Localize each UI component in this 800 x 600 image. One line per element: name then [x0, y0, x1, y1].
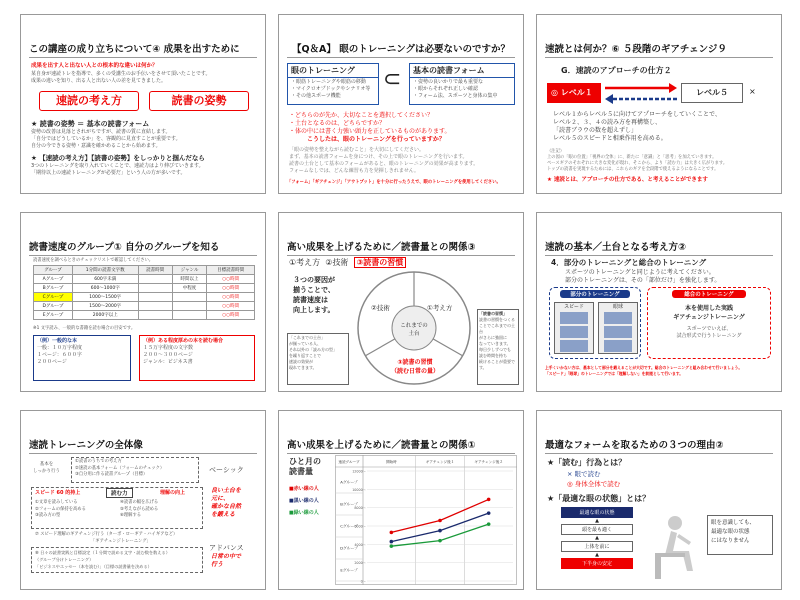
- core-training-box: [31, 487, 203, 529]
- advance-note: 日常の中で: [211, 553, 242, 560]
- note-line: 「これまでの土台」: [289, 335, 325, 340]
- slide-3-subtitle: G．速読のアプローチの仕方２: [561, 66, 672, 75]
- partial-title: 部分のトレーニング: [560, 290, 630, 298]
- question-3: ・体の中には書く力強い頭力を正しているものがあります。: [289, 128, 451, 135]
- data-point: [438, 519, 442, 523]
- cell: Bグループ: [34, 284, 73, 293]
- point1-line: 姿勢の改善は見落とされがちですが、読書の質に直結します。: [31, 129, 171, 135]
- cell: ○○時間: [207, 275, 255, 284]
- group-label: Eグループ: [340, 567, 358, 573]
- cell: [138, 275, 172, 284]
- note-line: ことでこれまでの土台: [479, 323, 515, 334]
- seg-skill: ②技術: [371, 304, 390, 312]
- up-arrow-icon: ▲: [595, 518, 599, 524]
- form-item: ・フォーム法、スポーツと身体の集中: [413, 93, 498, 99]
- understand-label: 理解の向上: [160, 490, 186, 496]
- posture-box: [149, 91, 249, 111]
- point1-line: 「自分ではどうしているか」を、客観的に見直すことが重要です。: [31, 136, 181, 142]
- point2-line: 3つのトレーニングを取り入れていくことで、速読力はより伸びていきます。: [31, 163, 204, 169]
- cell: ○○時間: [207, 284, 255, 293]
- core-item: ⑥理解する: [120, 513, 142, 518]
- note-line: トップの読書を実現するためには、これらのギアを全段階で使えるようになることです。: [547, 167, 719, 172]
- answer-eye: × 眼で読む: [567, 470, 601, 478]
- example-line: 一般：１０万字程度: [37, 345, 83, 351]
- example-line: ２００〜３００ページ: [143, 352, 193, 358]
- y-tick-label: 6000〜: [354, 524, 366, 529]
- cell-highlight: Cグループ: [34, 293, 73, 302]
- slide-9[interactable]: [536, 410, 782, 590]
- slide-8[interactable]: [278, 410, 524, 590]
- form-item: ・眼からそれぞれ正しい確認: [413, 86, 479, 92]
- slide-6[interactable]: [536, 212, 782, 392]
- cell: 中程度: [172, 284, 206, 293]
- note-line: がさらに強固に: [479, 335, 507, 340]
- slide-7-title: 速読トレーニングの全体像: [29, 437, 257, 454]
- table-row: [34, 284, 255, 293]
- up-arrow-icon: ▲: [595, 552, 599, 558]
- desc-line: レベル２、３、４の読み方を再構築し、: [553, 119, 662, 126]
- legend-green: ■緑い線の人: [289, 510, 319, 516]
- label-habit: ③読書の習慣: [354, 257, 407, 268]
- data-point: [487, 498, 491, 502]
- total-note: 試合形式で行うトレーニング: [676, 333, 742, 339]
- slide-1-title: この講座の成り立ちについて④ 成果を出すために: [29, 41, 257, 58]
- advance-label: アドバンス: [209, 544, 244, 552]
- left-text: 揃うことで、: [293, 286, 335, 294]
- cell: [172, 293, 206, 302]
- group-label: Aグループ: [340, 479, 358, 485]
- body-line: まず、基本の読書フォームを身につけ、その上で眼のトレーニングを行います。: [289, 154, 468, 160]
- slide-3-title: 速読とは何か？⑥ ５段階のギアチェンジ９: [545, 41, 773, 58]
- core-item: ②フォームの保持を高める: [35, 506, 86, 512]
- cell: ○○時間: [207, 311, 255, 320]
- left-text: 読書速度は: [293, 296, 328, 304]
- eyeball-label: 眼球: [612, 304, 623, 310]
- cell: [172, 302, 206, 311]
- question-read: ★「読む」行為とは？: [547, 458, 627, 467]
- y-tick-label: 0〜: [360, 579, 366, 584]
- data-point: [438, 539, 442, 543]
- table-row: [34, 311, 255, 320]
- level1-box: [547, 83, 601, 103]
- desc-line: レベル１からレベル５に向けてアプローチをしていくことで、: [553, 111, 721, 118]
- slide-6-title: 速読の基本／土台となる考え方②: [545, 239, 773, 256]
- y-tick-label: 2000〜: [354, 561, 366, 566]
- intro-line: スポーツのトレーニングと同じように考えてください。: [565, 269, 715, 276]
- cell: [172, 311, 206, 320]
- center-text: これまでの: [400, 323, 428, 329]
- seg-habit: ③読書の習慣: [397, 359, 433, 366]
- slide-5[interactable]: [278, 212, 524, 392]
- body-line: 読書の土台として基本のフォームがあると、眼のトレーニングの効果が高まります。: [289, 161, 479, 167]
- header-cell: ギアチェンジ後２: [474, 460, 503, 464]
- example-box-2: [139, 335, 255, 381]
- point1-line: 自分の今できる姿勢・意識を確かめることから始めます。: [31, 143, 161, 149]
- approach-arrows: [603, 81, 679, 105]
- question-2: ・土台となるのは、どちらですか？: [289, 120, 385, 127]
- advance-item: （グループ分けトレーニング）: [35, 557, 94, 562]
- eye-item: ・その他スポーツ機能: [291, 93, 341, 99]
- slide-3-footer: ★ 速読とは、アプローチの仕方である、と考えることができます: [547, 177, 708, 183]
- cell: 2000字以上: [72, 311, 138, 320]
- cell: ○○時間: [207, 293, 255, 302]
- read-label: 読む力: [106, 488, 133, 498]
- cell: Aグループ: [34, 275, 73, 284]
- basic-note: 元に、: [211, 495, 230, 502]
- note-box-right: [477, 309, 519, 385]
- subset-icon: ⊂: [383, 67, 402, 92]
- basic-items-box: [71, 457, 199, 483]
- slide-4[interactable]: [20, 212, 266, 392]
- eye-training-title: 眼のトレーニング: [288, 64, 378, 78]
- total-note: スポーツでいえば、: [686, 326, 732, 332]
- conclusion: こうしたは、眼のトレーニングを行っていますか？: [307, 136, 445, 143]
- total-title: 総合のトレーニング: [672, 290, 746, 298]
- example-line: ジャンル：ビジネス書: [143, 359, 193, 365]
- y-tick-label: 10000〜: [352, 487, 366, 492]
- slide-8-title: 高い成果を上げるために／読書量との関係①: [287, 437, 515, 454]
- label-skill: ②技術: [325, 258, 349, 267]
- table-footer: ※1 文字読み、一般的な書籍を読む場合の目安です。: [33, 326, 136, 331]
- slide-1-question: 成果を出す人と出ない人との根本的な違いは何か？: [31, 63, 158, 69]
- partial-training-box: [549, 287, 641, 359]
- example-box-1: [33, 335, 131, 381]
- body-line: 「眼の姿勢を整えながら読むこと」を大切にしてください。: [289, 147, 425, 153]
- core-item: ①文章を読みしている: [35, 500, 78, 505]
- note-line: 上の図の「眼の位置」「視界の全体」に、新たに「意識」と「思考」を加えていきます。: [547, 155, 717, 160]
- question-eye-state: ★「最適な眼の状態」とは？: [547, 494, 651, 503]
- point-2: ★ 【速読の考え方】【読書の姿勢】をしっかりと掴んだなら: [31, 154, 205, 162]
- note-line: 読書の習慣をつくる: [479, 317, 515, 322]
- group-label: Bグループ: [340, 501, 358, 507]
- gear-sub: 「ギアチェンジトレーニング」: [91, 539, 151, 544]
- cell: Eグループ: [34, 311, 73, 320]
- core-item: ⑤考えながら読める: [120, 506, 159, 512]
- slide-1[interactable]: [20, 14, 266, 194]
- desc-line: 「読書ブラウの数を超えずし」: [553, 127, 638, 134]
- intro-text: しっかり行う: [33, 469, 60, 474]
- basic-item: ②速読の基本フォーム（フォームのチェック）: [75, 465, 165, 471]
- basic-item: ①読書のうちでの考え方: [75, 459, 122, 464]
- basic-form-title: 基本の読書フォーム: [410, 64, 514, 78]
- advance-item: 「ビジネスやエッセー（本を読む）」（目標の読書量を決める）: [35, 564, 152, 569]
- basic-note: を鍛える: [211, 511, 236, 518]
- reading-volume-chart: [335, 455, 517, 585]
- desc-line: レベル５のスピードと相乗作用を高める。: [553, 135, 667, 142]
- intro-line: 部分のトレーニングは、その「部位だけ」を強化します。: [565, 277, 721, 284]
- slide-3[interactable]: [536, 14, 782, 194]
- gear-line: ⑦ スピード理解のギアチェンジ行う（ターボ・ローギア・ハイギアなど）: [35, 532, 178, 537]
- thinking-box-label: 速読の考え方: [56, 94, 122, 107]
- example-line: １５万字程度の文字数: [143, 345, 194, 351]
- intro-line: 某自身が速読トレを指導で、多くの受講生のお手伝いをさせて頂いたことです。: [31, 71, 211, 77]
- y-tick-label: 8000〜: [354, 506, 366, 511]
- note-line: を繰り返すことで: [289, 353, 321, 358]
- center-text: 土台: [408, 331, 420, 337]
- cell: ○○時間: [207, 302, 255, 311]
- header-cell: 開始時: [385, 460, 397, 464]
- thinking-box: [39, 91, 139, 111]
- question-1: ・どちらのが先か、大切なことを選択してください？: [289, 112, 434, 119]
- slide-2-footer: 「フォーム」「ギアチェンジ」「アウトプット」を十分に行ったうえで、眼のトレーニングを使用してください。: [287, 180, 501, 185]
- speed-column: [554, 302, 594, 354]
- cell: [138, 284, 172, 293]
- cell: [138, 311, 172, 320]
- basic-item: ③自分用に作る読書グループ（目標）: [75, 472, 148, 477]
- group-label: Cグループ: [340, 523, 358, 529]
- cell: [138, 302, 172, 311]
- y-tick-label: 4000〜: [354, 542, 366, 547]
- step-optimal: 最適な眼の状態: [561, 507, 633, 518]
- header-cell: 速読グループ: [338, 460, 360, 464]
- data-point: [438, 529, 442, 533]
- speed-label: スピード 60 的持上: [35, 490, 81, 496]
- note-line: 続けることが重要です。: [479, 359, 515, 370]
- advance-box: [31, 547, 203, 573]
- circle-mark: ◎: [551, 88, 558, 97]
- col-header: グループ: [34, 266, 73, 275]
- level1-label: レベル１: [560, 88, 593, 97]
- left-text: ３つの要因が: [293, 276, 335, 284]
- cell: 600字未満: [72, 275, 138, 284]
- table-row: [34, 275, 255, 284]
- note-box-left: [287, 333, 349, 385]
- slide-6-footer: 「スピード」「眼球」のトレーニングでは「理解しない」を前提として行います。: [545, 371, 684, 376]
- step-lower-body: 下半身の安定: [561, 558, 633, 569]
- eye-state-note: [707, 515, 773, 555]
- note-line: 現れてきます。: [289, 365, 317, 370]
- step-stack: [561, 507, 633, 569]
- total-training-box: [647, 287, 771, 359]
- basic-note: 良い土台を: [211, 487, 242, 494]
- col-header: 目標読書時間: [207, 266, 255, 275]
- intro-text: 基本を: [39, 462, 54, 467]
- data-point: [390, 531, 394, 535]
- level5-box: レベル５: [681, 83, 743, 103]
- seated-person-icon: [637, 511, 707, 581]
- point-1: ★ 読書の姿勢 ＝ 基本の読書フォーム: [31, 120, 150, 128]
- eye-item: ・マイクロオプドックやシナリオ等: [291, 86, 371, 92]
- table-note: 読書速度を調べるときのチェックリストで確認してください。: [33, 258, 154, 263]
- table-row: [34, 302, 255, 311]
- y-tick-label: 12000〜: [352, 469, 366, 474]
- note-line: 最適な眼の状態: [711, 529, 750, 535]
- speed-label: スピード: [564, 304, 584, 310]
- slide-6-subtitle: 4．部分のトレーニングと総合のトレーニング: [551, 258, 707, 267]
- chart-legend: [289, 483, 319, 519]
- note-line: それ以外の「読み方の型」: [289, 347, 337, 352]
- note-line: にはなりません: [711, 538, 750, 544]
- table-row: [34, 293, 255, 302]
- note-line: が揃っている人、: [289, 341, 321, 346]
- step-head: 頭を最も適く: [561, 524, 633, 535]
- slide-9-title: 最適なフォームを取るための３つの理由②: [545, 437, 773, 454]
- step-upper-body: 上体を前に: [561, 541, 633, 552]
- slide-5-title: 高い成果を上げるために／読書量との関係③: [287, 239, 515, 256]
- note-line: 速読の効果が: [289, 359, 313, 364]
- total-line: ギアチェンジトレーニング: [673, 314, 745, 321]
- cell: Dグループ: [34, 302, 73, 311]
- slide-6-footer: 上手くいかない方は、基本として部分を鍛えることが大切です。総合のトレーニングと組み合わせて行いましょう。: [545, 365, 743, 370]
- group-label: Dグループ: [340, 545, 358, 551]
- data-point: [390, 544, 394, 548]
- note-line: 毎日少しずつでも: [479, 347, 511, 352]
- cell: 時間以上: [172, 275, 206, 284]
- basic-label: ベーシック: [209, 466, 244, 474]
- cell: [138, 293, 172, 302]
- eyeball-column: [598, 302, 638, 354]
- data-point: [487, 522, 491, 526]
- example-line: ２００ページ: [37, 359, 67, 365]
- slide-2[interactable]: [278, 14, 524, 194]
- note-line: 眼を意識しても、: [711, 520, 756, 526]
- basic-form-box: [409, 63, 515, 105]
- left-text: 向上します。: [293, 306, 335, 314]
- monthly-title: ひと月の: [289, 457, 321, 466]
- seg-thinking: ①考え方: [427, 304, 453, 312]
- answer-body: ◎ 身体全体で読む: [567, 480, 621, 488]
- basic-note: 確かな自然: [211, 503, 242, 510]
- note-title: 「読書の習慣」: [479, 311, 507, 316]
- advance-item: ⑧ 日々の読書実践と目標設定（１分間で読める文字・読む数を数える）: [35, 550, 170, 555]
- note-line: （注記）: [547, 149, 565, 154]
- slide-4-title: 読書速度のグループ① 自分のグループを知る: [29, 239, 257, 256]
- data-point: [390, 540, 394, 544]
- example-1-title: （例）一般的な本: [37, 338, 78, 344]
- group-table: [33, 265, 255, 320]
- col-header: 読書時間: [138, 266, 172, 275]
- example-2-title: （例）ある程度厚めの本を読む場合: [143, 338, 224, 344]
- point2-line: 「期待以上の速読トレーニングが必要だ」という人の方が多いです。: [31, 170, 186, 176]
- seg-habit: （読む日常の量）: [390, 368, 439, 375]
- example-line: １ページ：６００字: [37, 352, 82, 358]
- slide-2-title: 【Q＆A】 眼のトレーニングは必要ないのですか？: [287, 41, 515, 58]
- posture-box-label: 読書の姿勢: [171, 94, 227, 107]
- core-item: ④読書の幅を広げる: [120, 500, 159, 505]
- core-item: ③読み方の型: [35, 513, 61, 518]
- note-line: 読む時間を持ち: [479, 353, 507, 358]
- cell: 1000〜1500字: [72, 293, 138, 302]
- total-line: 本を使用した実践: [684, 305, 733, 312]
- header-cell: ギアチェンジ後１: [425, 460, 455, 464]
- label-thinking: ①考え方: [289, 258, 321, 267]
- monthly-title: 読書量: [289, 467, 313, 476]
- col-header: 1分間の読書文字数: [72, 266, 138, 275]
- advance-note: 行う: [211, 561, 224, 568]
- body-line: フォームなしでは、どんな練習も力を発揮しきれません。: [289, 168, 420, 174]
- up-arrow-icon: ▲: [595, 535, 599, 541]
- cell: 1500〜2000字: [72, 302, 138, 311]
- slide-7[interactable]: [20, 410, 266, 590]
- eye-training-box: [287, 63, 379, 105]
- legend-black: ■黒い線の人: [289, 498, 319, 504]
- cell: 600〜1000字: [72, 284, 138, 293]
- data-point: [487, 511, 491, 515]
- col-header: ジャンル: [172, 266, 206, 275]
- cross-mark: ×: [749, 87, 756, 96]
- intro-line: 成果の違いを知り、出る人と出ない人の差を見てきました。: [31, 78, 167, 84]
- legend-red: ■赤い線の人: [289, 486, 319, 492]
- eye-item: ・眼筋トレーニングや眼筋の移動: [291, 79, 366, 85]
- note-line: ペースギアのそれぞれに大きな変化が現れ、そこから、より「読む力」は大きく広がります。: [547, 161, 728, 166]
- note-line: なっていきます。: [479, 341, 511, 346]
- form-item: ・姿勢の良いかりで最も重要な: [413, 79, 484, 85]
